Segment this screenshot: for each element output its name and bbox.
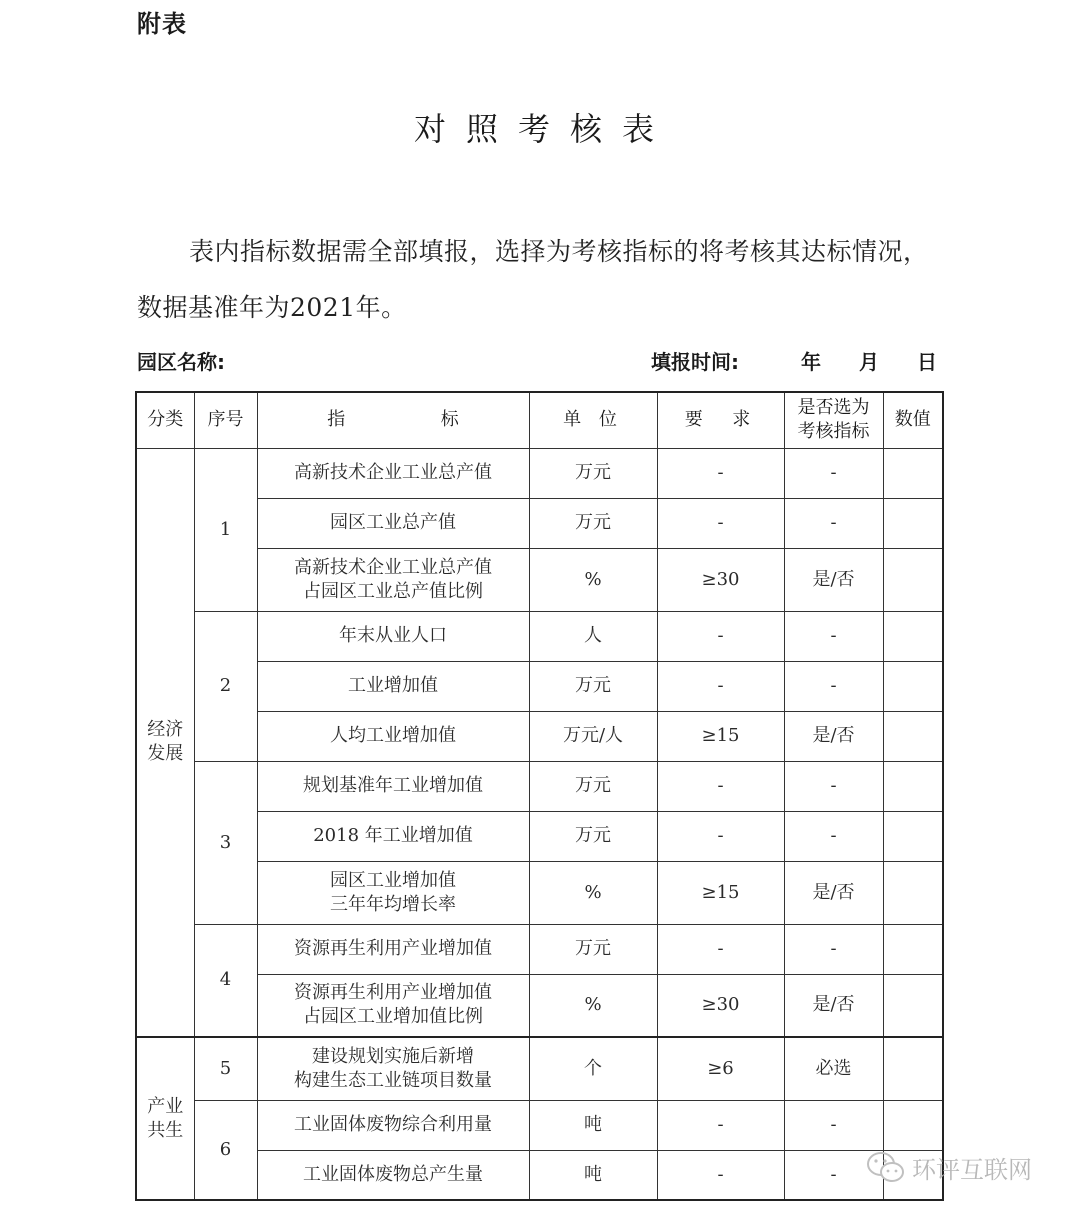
selected-cell: 是/否 bbox=[784, 548, 883, 611]
selected-cell: 是/否 bbox=[784, 711, 883, 761]
requirement-cell: ≥15 bbox=[657, 711, 784, 761]
watermark-text: 环评互联网 bbox=[912, 1156, 1032, 1184]
requirement-cell: - bbox=[657, 498, 784, 548]
indicator-cell: 2018 年工业增加值 bbox=[257, 811, 529, 861]
unit-cell: 个 bbox=[529, 1037, 657, 1100]
table-row bbox=[136, 761, 943, 811]
selected-cell: - bbox=[784, 1150, 883, 1200]
selected-cell: - bbox=[784, 761, 883, 811]
selected-cell: - bbox=[784, 498, 883, 548]
table-row bbox=[136, 974, 943, 1037]
value-input-cell[interactable] bbox=[883, 924, 943, 974]
table-row bbox=[136, 811, 943, 861]
value-input-cell[interactable] bbox=[883, 811, 943, 861]
selected-cell: - bbox=[784, 811, 883, 861]
requirement-cell: ≥30 bbox=[657, 548, 784, 611]
indicator-cell: 规划基准年工业增加值 bbox=[257, 761, 529, 811]
table-row bbox=[136, 448, 943, 498]
value-input-cell[interactable] bbox=[883, 1037, 943, 1100]
selected-cell: - bbox=[784, 611, 883, 661]
value-input-cell[interactable] bbox=[883, 1100, 943, 1150]
table-row bbox=[136, 661, 943, 711]
table-row bbox=[136, 1150, 943, 1200]
requirement-cell: ≥30 bbox=[657, 974, 784, 1037]
year-label: 年 bbox=[801, 350, 821, 374]
requirement-cell: - bbox=[657, 1100, 784, 1150]
table-row bbox=[136, 924, 943, 974]
selected-cell: - bbox=[784, 448, 883, 498]
park-name-label: 园区名称: bbox=[137, 350, 225, 374]
requirement-cell: ≥6 bbox=[657, 1037, 784, 1100]
selected-cell: 是/否 bbox=[784, 974, 883, 1037]
value-input-cell[interactable] bbox=[883, 761, 943, 811]
value-input-cell[interactable] bbox=[883, 861, 943, 924]
indicator-cell: 高新技术企业工业总产值 占园区工业总产值比例 bbox=[257, 548, 529, 611]
category-cell-symbiosis: 产业 共生 bbox=[136, 1037, 194, 1200]
indicator-cell: 资源再生利用产业增加值 占园区工业增加值比例 bbox=[257, 974, 529, 1037]
indicator-cell: 人均工业增加值 bbox=[257, 711, 529, 761]
value-input-cell[interactable] bbox=[883, 548, 943, 611]
unit-cell: 万元 bbox=[529, 661, 657, 711]
unit-cell: 吨 bbox=[529, 1100, 657, 1150]
page-title: 对照考核表 bbox=[413, 110, 674, 148]
fill-time-group bbox=[651, 346, 941, 375]
wechat-icon bbox=[866, 1151, 906, 1185]
indicator-cell: 资源再生利用产业增加值 bbox=[257, 924, 529, 974]
selected-cell: 是/否 bbox=[784, 861, 883, 924]
indicator-cell: 工业固体废物总产生量 bbox=[257, 1150, 529, 1200]
table-header-row bbox=[136, 392, 943, 448]
value-input-cell[interactable] bbox=[883, 498, 943, 548]
indicator-cell: 工业固体废物综合利用量 bbox=[257, 1100, 529, 1150]
annex-label: 附表 bbox=[137, 10, 187, 38]
unit-cell: 吨 bbox=[529, 1150, 657, 1200]
unit-cell: 万元 bbox=[529, 448, 657, 498]
seq-cell: 5 bbox=[194, 1037, 257, 1100]
header-category: 分类 bbox=[136, 392, 194, 448]
value-input-cell[interactable] bbox=[883, 611, 943, 661]
unit-cell: 万元 bbox=[529, 498, 657, 548]
seq-cell: 1 bbox=[194, 448, 257, 611]
requirement-cell: - bbox=[657, 761, 784, 811]
fill-time-label: 填报时间: bbox=[651, 350, 739, 374]
header-selected: 是否选为 考核指标 bbox=[784, 392, 883, 448]
requirement-cell: ≥15 bbox=[657, 861, 784, 924]
table-row bbox=[136, 711, 943, 761]
instruction-paragraph: 表内指标数据需全部填报，选择为考核指标的将考核其达标情况，数据基准年为2021年。 bbox=[137, 237, 929, 322]
requirement-cell: - bbox=[657, 924, 784, 974]
indicator-cell: 高新技术企业工业总产值 bbox=[257, 448, 529, 498]
indicator-cell: 年末从业人口 bbox=[257, 611, 529, 661]
header-requirement: 要 求 bbox=[657, 392, 784, 448]
seq-cell: 2 bbox=[194, 611, 257, 761]
table-row bbox=[136, 861, 943, 924]
day-label: 日 bbox=[917, 350, 937, 374]
unit-cell: 万元 bbox=[529, 761, 657, 811]
watermark bbox=[866, 1150, 1032, 1185]
table-row bbox=[136, 1037, 943, 1100]
indicator-cell: 建设规划实施后新增 构建生态工业链项目数量 bbox=[257, 1037, 529, 1100]
unit-cell: 万元/人 bbox=[529, 711, 657, 761]
month-label: 月 bbox=[859, 350, 879, 374]
requirement-cell: - bbox=[657, 811, 784, 861]
selected-cell: - bbox=[784, 924, 883, 974]
requirement-cell: - bbox=[657, 611, 784, 661]
value-input-cell[interactable] bbox=[883, 711, 943, 761]
table-row bbox=[136, 1100, 943, 1150]
indicator-cell: 园区工业总产值 bbox=[257, 498, 529, 548]
header-value: 数值 bbox=[883, 392, 943, 448]
unit-cell: % bbox=[529, 974, 657, 1037]
header-indicator: 指 标 bbox=[257, 392, 529, 448]
requirement-cell: - bbox=[657, 1150, 784, 1200]
unit-cell: % bbox=[529, 548, 657, 611]
unit-cell: 万元 bbox=[529, 811, 657, 861]
value-input-cell[interactable] bbox=[883, 448, 943, 498]
category-cell-economic: 经济 发展 bbox=[136, 448, 194, 1037]
assessment-table bbox=[135, 391, 944, 1201]
table-row bbox=[136, 498, 943, 548]
seq-cell: 3 bbox=[194, 761, 257, 924]
header-seq: 序号 bbox=[194, 392, 257, 448]
header-unit: 单 位 bbox=[529, 392, 657, 448]
value-input-cell[interactable] bbox=[883, 661, 943, 711]
unit-cell: % bbox=[529, 861, 657, 924]
table-row bbox=[136, 611, 943, 661]
seq-cell: 6 bbox=[194, 1100, 257, 1200]
requirement-cell: - bbox=[657, 448, 784, 498]
unit-cell: 万元 bbox=[529, 924, 657, 974]
seq-cell: 4 bbox=[194, 924, 257, 1037]
indicator-cell: 工业增加值 bbox=[257, 661, 529, 711]
value-input-cell[interactable] bbox=[883, 974, 943, 1037]
unit-cell: 人 bbox=[529, 611, 657, 661]
selected-cell: - bbox=[784, 1100, 883, 1150]
selected-cell: 必选 bbox=[784, 1037, 883, 1100]
requirement-cell: - bbox=[657, 661, 784, 711]
table-row bbox=[136, 548, 943, 611]
selected-cell: - bbox=[784, 661, 883, 711]
indicator-cell: 园区工业增加值 三年年均增长率 bbox=[257, 861, 529, 924]
